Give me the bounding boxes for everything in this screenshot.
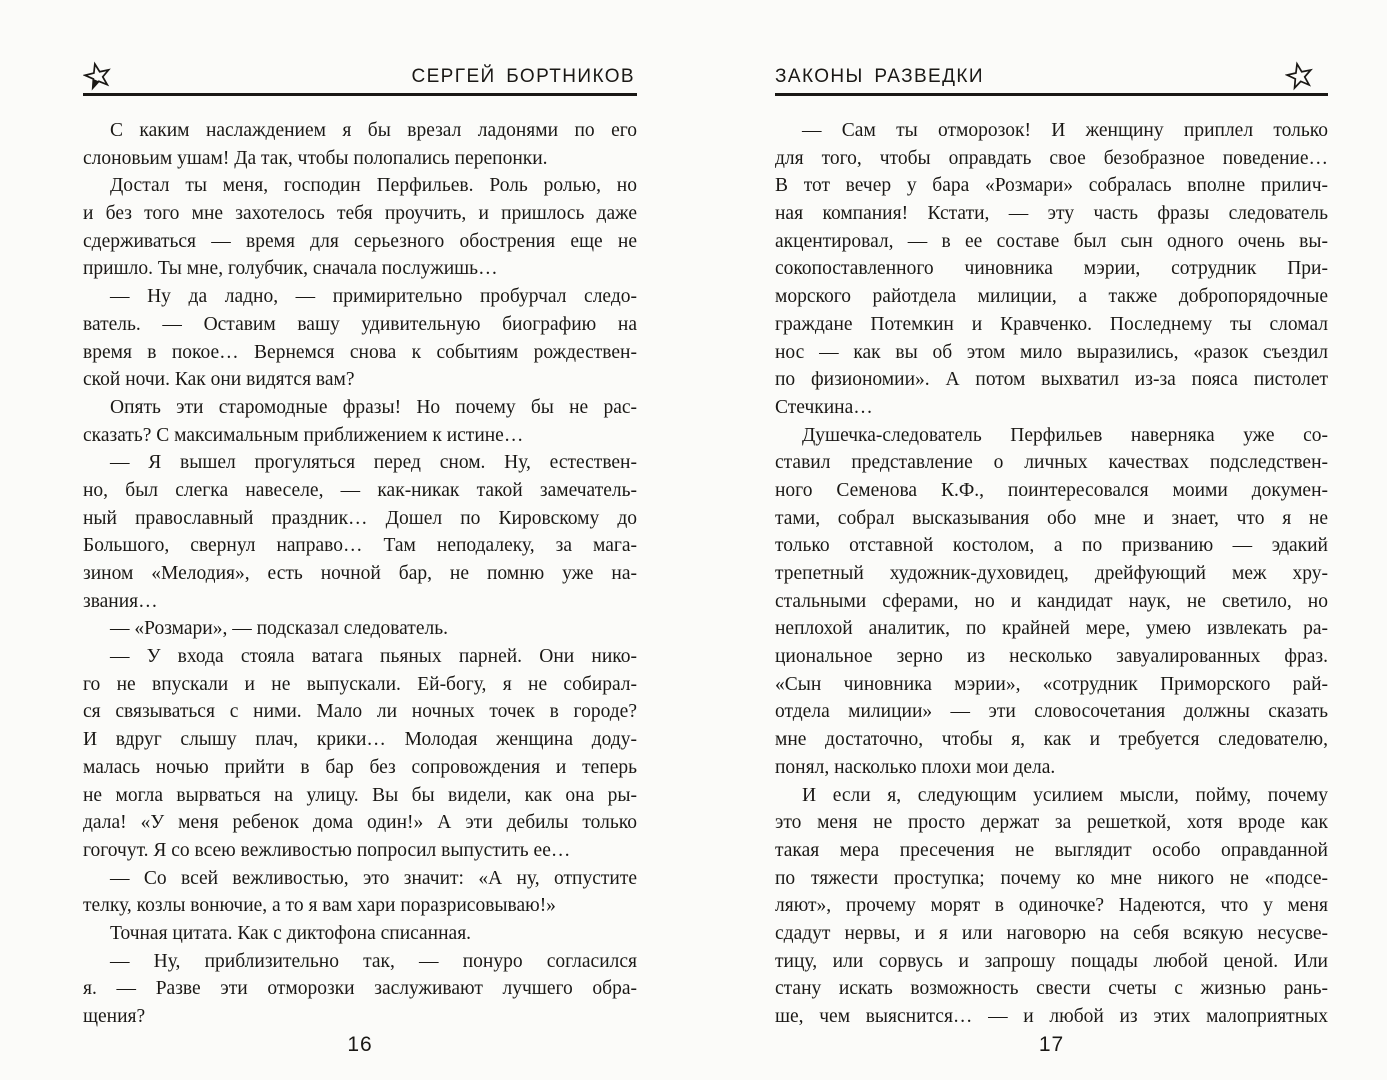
right-page [775, 0, 1328, 1080]
text-line: но, был слегка навеселе, — как-никак такой замечатель- [83, 479, 637, 501]
text-line: трепетный художник-духовидец, дрейфующий меж хру- [775, 563, 1328, 584]
text-line: ная компания! Кстати, — эту часть фразы следователь [775, 203, 1328, 225]
text-line: тами, собрал высказывания обо мне и знает, что я не [775, 507, 1328, 529]
text-line: отдела милиции» — эти словосочетания должны сказать [775, 701, 1328, 723]
text-line: акцентировал, — в ее составе был сын одного очень вы- [775, 230, 1328, 252]
text-line: ся связываться с ними. Мало ли ночных точек в городе? [83, 701, 637, 723]
text-line: ляют», прочему морят в одиночке? Надеются, что у меня [775, 895, 1328, 917]
text-line: телку, козлы вонючие, а то я вам хари поразрисовываю!» [83, 895, 556, 917]
text-line: и без того мне захотелось тебя проучить, и пришлось даже [83, 203, 637, 225]
text-line: это меня не просто держат за решеткой, хотя вроде как [775, 812, 1328, 834]
text-line: звания… [83, 590, 158, 612]
text-line: такая мера пресечения не выглядит особо оправданной [775, 839, 1328, 861]
text-line: сказать? С максимальным приближением к истине… [83, 424, 524, 446]
text-line: для того, чтобы оправдать свое безобразное поведение… [775, 147, 1328, 169]
text-line: по физиономии». А потом выхватил из-за пояса пистолет [775, 369, 1328, 391]
text-line: пришло. Ты мне, голубчик, сначала послужишь… [83, 258, 498, 280]
text-line: Опять эти старомодные фразы! Но почему бы не рас- [110, 396, 637, 418]
star-icon [1285, 60, 1314, 91]
page-number-right: 17 [1038, 1033, 1065, 1056]
text-line: — Я вышел прогуляться перед сном. Ну, естествен- [110, 452, 637, 474]
text-line: стану искать возможность свести счеты с жизнью рань- [775, 978, 1328, 1000]
text-line: го не впускали и не выпускали. Ей-богу, я не собирал- [83, 673, 637, 695]
text-line: В тот вечер у бара «Розмари» собралась вполне прилич- [775, 175, 1328, 197]
text-line: я. — Разве эти отморозки заслуживают лучшего обра- [83, 978, 637, 1000]
text-line: — Ну, приблизительно так, — понуро согласился [110, 950, 637, 972]
text-line: Достал ты меня, господин Перфильев. Роль ролью, но [110, 175, 637, 197]
text-line: ской ночи. Как они видятся вам? [83, 369, 355, 391]
right-page-text [775, 117, 1328, 1031]
text-line: ный православный праздник… Дошел по Кировскому до [83, 507, 637, 529]
text-line: сдадут нервы, и я или наговорю на себя всякую несусве- [775, 922, 1328, 944]
text-line: И вдруг слышу плач, крики… Молодая женщина доду- [83, 729, 637, 751]
text-line: по тяжести проступка; почему ко мне никого не «подсе- [775, 867, 1328, 889]
text-line: сокопоставленного чиновника мэрии, сотрудник При- [775, 258, 1328, 280]
text-line: циональное зерно из несколько завуалированных фраз. [775, 646, 1328, 668]
text-line: малась ночью прийти в бар без сопровождения и теперь [83, 756, 637, 778]
text-line: щения? [83, 1006, 146, 1027]
left-running-head [83, 59, 637, 96]
text-line: слоновьим ушам! Да так, чтобы полопались перепонки. [83, 147, 548, 169]
text-line: зином «Мелодия», есть ночной бар, не помню уже на- [83, 563, 637, 584]
text-line: неплохой аналитик, по крайней мере, умею извлекать ра- [775, 618, 1328, 640]
text-line: гогочут. Я со всею вежливостью попросил выпустить ее… [83, 839, 571, 861]
text-line: — У входа стояла ватага пьяных парней. Они нико- [110, 646, 637, 668]
text-line: Стечкина… [775, 396, 873, 418]
running-header-author: СЕРГЕЙ БОРТНИКОВ [411, 66, 635, 87]
text-line: ше, чем выяснится… — и любой из этих малоприятных [775, 1006, 1328, 1027]
text-line: тицу, или сорвусь и запрошу пощады любой ценой. Или [775, 950, 1328, 972]
text-line: С каким наслаждением я бы врезал ладонями по его [110, 120, 637, 141]
text-line: И если я, следующим усилием мысли, пойму, почему [802, 784, 1328, 806]
running-header-book-title: ЗАКОНЫ РАЗВЕДКИ [775, 66, 984, 87]
text-line: нос — как вы об этом мило выразились, «разок съездил [775, 341, 1328, 363]
text-line: ставил представление о личных качествах подследствен- [775, 452, 1328, 474]
text-line: мне достаточно, чтобы я, как и требуется следователю, [775, 729, 1328, 751]
left-page-text [83, 117, 637, 1031]
text-line: граждане Потемкин и Кравченко. Последнему ты сломал [775, 313, 1328, 335]
text-line: ватель. — Оставим вашу удивительную биографию на [83, 313, 637, 335]
text-line: понял, насколько плохи мои дела. [775, 756, 1056, 778]
text-line: — Сам ты отморозок! И женщину приплел только [802, 120, 1328, 141]
star-icon [83, 60, 112, 91]
text-line: «Сын чиновника мэрии», «сотрудник Приморского рай- [775, 673, 1328, 695]
page-number-left: 16 [347, 1033, 373, 1056]
text-line: не могла вырваться на улицу. Вы бы видели, как она ры- [83, 784, 637, 806]
right-running-head [775, 59, 1328, 96]
text-line: дала! «У меня ребенок дома один!» А эти дебилы только [83, 812, 637, 834]
text-line: Душечка-следователь Перфильев наверняка уже со- [802, 424, 1328, 446]
text-line: сдерживаться — время для серьезного обострения еще не [83, 230, 637, 252]
text-line: — Ну да ладно, — примирительно пробурчал следо- [110, 286, 637, 308]
left-page [83, 0, 637, 1080]
text-line: морского райотдела милиции, а также добропорядочные [775, 286, 1328, 308]
text-line: ного Семенова К.Ф., поинтересовался моими докумен- [775, 479, 1328, 501]
text-line: — Со всей вежливостью, это значит: «А ну, отпустите [110, 867, 637, 889]
text-line: — «Розмари», — подсказал следователь. [110, 618, 448, 640]
text-line: только отставной костолом, а по призванию — эдакий [775, 535, 1328, 557]
text-line: Большого, свернул направо… Там неподалеку, за мага- [83, 535, 637, 557]
text-line: время в покое… Вернемся снова к событиям рождествен- [83, 341, 637, 363]
text-line: Точная цитата. Как с диктофона списанная. [110, 922, 472, 944]
text-line: стальными сферами, но и кандидат наук, не светило, но [775, 590, 1328, 612]
